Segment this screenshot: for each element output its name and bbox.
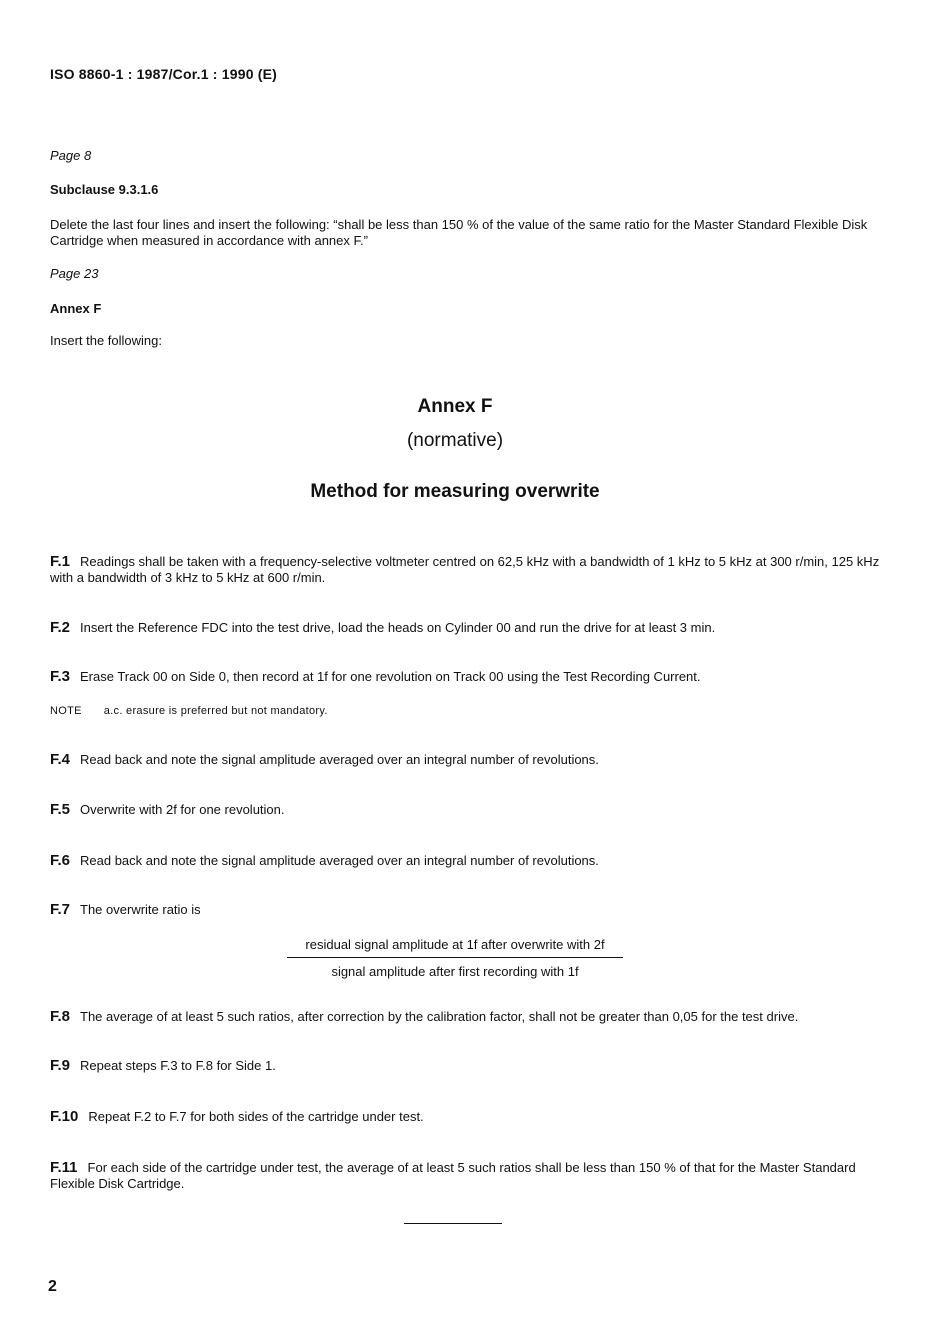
clause-f1	[50, 554, 880, 586]
clause-f6	[50, 853, 880, 869]
clause-text: For each side of the cartridge under test, the average of at least 5 such ratios shall be less than 150 % of that for the Master Standard Flexible Disk Cartridge.	[50, 1160, 856, 1191]
clause-number: F.2	[50, 619, 71, 636]
clause-f9	[50, 1058, 880, 1074]
end-divider	[404, 1223, 502, 1224]
clause-text: Readings shall be taken with a frequency-selective voltmeter centred on 62,5 kHz with a bandwidth of 1 kHz to 5 kHz at 300 r/min, 125 kHz with a bandwidth of 3 kHz to 5 kHz at 600 r/min.	[50, 554, 880, 585]
clause-number: F.6	[50, 852, 71, 869]
subclause-heading: Subclause 9.3.1.6	[50, 182, 159, 197]
clause-text: Read back and note the signal amplitude averaged over an integral number of revolutions.	[80, 752, 599, 767]
annex-title: Annex F	[417, 396, 493, 417]
clause-f4	[50, 752, 880, 768]
clause-number: F.9	[50, 1057, 71, 1074]
clause-number: F.10	[50, 1108, 79, 1125]
clause-f5	[50, 802, 880, 818]
correction-text: Delete the last four lines and insert the following: “shall be less than 150 % of the value of the same ratio for the Master Standard Flexible Disk Cartridge when measured in accordance with annex F.”	[50, 217, 868, 248]
clause-text: Insert the Reference FDC into the test drive, load the heads on Cylinder 00 and run the drive for at least 3 min.	[80, 620, 716, 635]
page-number: 2	[48, 1278, 57, 1295]
clause-f11	[50, 1160, 880, 1192]
clause-f10	[50, 1109, 880, 1125]
method-title: Method for measuring overwrite	[310, 481, 600, 502]
clause-f8	[50, 1009, 880, 1025]
formula-numerator: residual signal amplitude at 1f after overwrite with 2f	[287, 937, 623, 958]
insert-instruction: Insert the following:	[50, 333, 163, 348]
page-ref-8: Page 8	[50, 148, 92, 163]
note-label: NOTE	[50, 705, 82, 717]
note-text: a.c. erasure is preferred but not mandatory.	[103, 705, 328, 717]
clause-text: Repeat steps F.3 to F.8 for Side 1.	[80, 1058, 276, 1073]
clause-number: F.7	[50, 901, 71, 918]
document-header: ISO 8860-1 : 1987/Cor.1 : 1990 (E)	[50, 66, 278, 82]
clause-number: F.1	[50, 553, 71, 570]
clause-text: Repeat F.2 to F.7 for both sides of the cartridge under test.	[88, 1109, 424, 1124]
clause-text: The overwrite ratio is	[80, 902, 201, 917]
clause-number: F.4	[50, 751, 71, 768]
clause-number: F.5	[50, 801, 71, 818]
clause-number: F.3	[50, 668, 71, 685]
clause-text: The average of at least 5 such ratios, after correction by the calibration factor, shall not be greater than 0,05 for the test drive.	[80, 1009, 799, 1024]
clause-text: Overwrite with 2f for one revolution.	[80, 802, 285, 817]
clause-text: Read back and note the signal amplitude averaged over an integral number of revolutions.	[80, 853, 599, 868]
clause-f3	[50, 669, 880, 685]
note	[50, 705, 328, 717]
clause-number: F.8	[50, 1008, 71, 1025]
clause-number: F.11	[50, 1159, 78, 1176]
annex-ref-heading: Annex F	[50, 301, 102, 316]
clause-f7	[50, 902, 880, 918]
clause-text: Erase Track 00 on Side 0, then record at 1f for one revolution on Track 00 using the Test Recording Current.	[80, 669, 701, 684]
formula-denominator: signal amplitude after first recording with 1f	[331, 964, 579, 979]
page-ref-23: Page 23	[50, 266, 99, 281]
annex-normative: (normative)	[406, 430, 504, 451]
overwrite-ratio-formula	[287, 937, 623, 979]
clause-f2	[50, 620, 880, 636]
